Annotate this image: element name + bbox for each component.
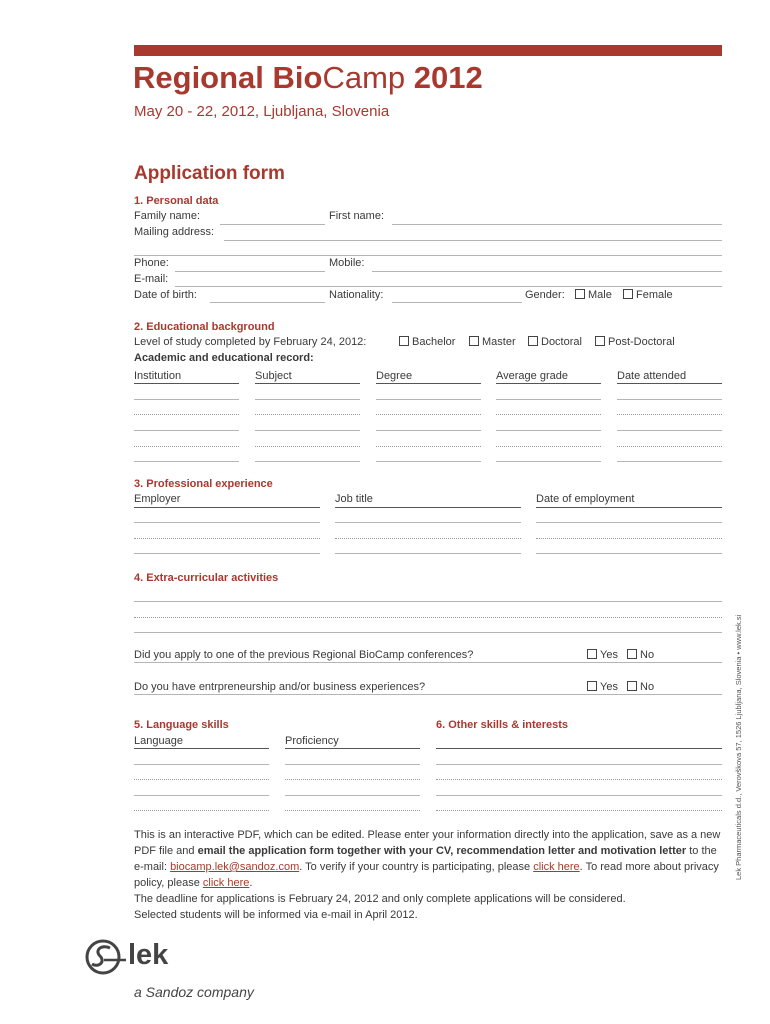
rule: [134, 694, 722, 695]
rule: [335, 507, 521, 508]
dob-label: Date of birth:: [134, 289, 197, 301]
section-education: 2. Educational background: [134, 321, 275, 333]
edu-cell[interactable]: [617, 446, 722, 447]
option-bachelor[interactable]: Bachelor: [399, 336, 455, 348]
edu-cell[interactable]: [134, 461, 239, 462]
section-other-skills: 6. Other skills & interests: [436, 719, 569, 731]
post-doctoral-checkbox[interactable]: [595, 336, 605, 346]
deadline-text: The deadline for applications is February 24, 2012 and only complete applications will be considered.: [134, 893, 626, 905]
rule: [255, 383, 360, 384]
edu-cell[interactable]: [496, 414, 601, 415]
rule: [134, 507, 320, 508]
rule: [376, 383, 481, 384]
entrepreneurship-yes[interactable]: Yes: [587, 681, 618, 693]
mailing-address-field[interactable]: [224, 240, 722, 241]
rule: [536, 507, 722, 508]
nationality-label: Nationality:: [329, 289, 384, 301]
edu-cell[interactable]: [255, 446, 360, 447]
language-cell[interactable]: [134, 795, 269, 796]
master-checkbox[interactable]: [469, 336, 479, 346]
phone-field[interactable]: [175, 271, 325, 272]
previous-biocamp-yes[interactable]: Yes: [587, 649, 618, 661]
col-job-title: Job title: [335, 493, 373, 505]
no-checkbox[interactable]: [627, 681, 637, 691]
edu-cell[interactable]: [376, 461, 481, 462]
exp-cell[interactable]: [536, 553, 722, 554]
edu-cell[interactable]: [496, 430, 601, 431]
language-cell[interactable]: [134, 779, 269, 780]
section-language: 5. Language skills: [134, 719, 229, 731]
gender-female-option[interactable]: Female: [623, 289, 673, 301]
academic-record-label: Academic and educational record:: [134, 352, 314, 364]
section-experience: 3. Professional experience: [134, 478, 273, 490]
exp-cell[interactable]: [134, 553, 320, 554]
phone-label: Phone:: [134, 257, 169, 269]
rule: [134, 662, 722, 663]
exp-cell[interactable]: [536, 538, 722, 539]
gender-male-option[interactable]: Male: [575, 289, 612, 301]
female-checkbox[interactable]: [623, 289, 633, 299]
email-field[interactable]: [175, 286, 722, 287]
language-cell[interactable]: [285, 810, 420, 811]
col-subject: Subject: [255, 370, 292, 382]
other-skills-line[interactable]: [436, 810, 722, 811]
nationality-field[interactable]: [392, 302, 522, 303]
top-accent-bar: [134, 45, 722, 56]
col-proficiency: Proficiency: [285, 735, 339, 747]
dob-field[interactable]: [210, 302, 325, 303]
gender-label: Gender:: [525, 289, 565, 301]
section-activities: 4. Extra-curricular activities: [134, 572, 279, 584]
countries-link[interactable]: click here: [533, 861, 580, 873]
bachelor-checkbox[interactable]: [399, 336, 409, 346]
mailing-address-label: Mailing address:: [134, 226, 215, 238]
exp-cell[interactable]: [134, 522, 320, 523]
edu-cell[interactable]: [496, 461, 601, 462]
family-name-field[interactable]: [220, 224, 325, 225]
other-skills-line[interactable]: [436, 795, 722, 796]
edu-cell[interactable]: [617, 461, 722, 462]
col-average-grade: Average grade: [496, 370, 568, 382]
activities-line[interactable]: [134, 632, 722, 633]
edu-cell[interactable]: [376, 414, 481, 415]
lek-logo-icon: [84, 938, 128, 976]
edu-cell[interactable]: [134, 446, 239, 447]
rule: [496, 383, 601, 384]
language-cell[interactable]: [285, 795, 420, 796]
instructions-paragraph: This is an interactive PDF, which can be edited. Please enter your information directly into the application, save as a new PDF file and email the application form together with your CV, recommendation letter and motivation letter to the e-mail: biocamp.lek@sandoz.com. To verify if your country is participating, please click here. To read more about privacy policy, please click here.: [134, 829, 721, 889]
exp-cell[interactable]: [335, 538, 521, 539]
col-institution: Institution: [134, 370, 182, 382]
email-link[interactable]: biocamp.lek@sandoz.com: [170, 861, 300, 873]
form-title: Application form: [134, 163, 285, 184]
privacy-policy-link[interactable]: click here: [202, 877, 250, 889]
edu-cell[interactable]: [376, 446, 481, 447]
edu-cell[interactable]: [617, 399, 722, 400]
edu-cell[interactable]: [617, 430, 722, 431]
company-address: Lek Pharmaceuticals d.d., Verovškova 57, 1526 Ljubljana, Slovenia • www.lek.si: [734, 614, 743, 880]
language-cell[interactable]: [134, 764, 269, 765]
col-degree: Degree: [376, 370, 413, 382]
page-title: Regional BioCamp 2012: [133, 60, 483, 95]
edu-cell[interactable]: [376, 399, 481, 400]
first-name-field[interactable]: [392, 224, 722, 225]
rule: [617, 383, 722, 384]
edu-cell[interactable]: [496, 399, 601, 400]
rule: [134, 748, 269, 749]
other-skills-line[interactable]: [436, 764, 722, 765]
edu-cell[interactable]: [617, 414, 722, 415]
language-cell[interactable]: [285, 779, 420, 780]
language-cell[interactable]: [134, 810, 269, 811]
male-checkbox[interactable]: [575, 289, 585, 299]
entrepreneurship-no[interactable]: No: [627, 681, 654, 693]
level-of-study-label: Level of study completed by February 24, 2012:: [134, 336, 367, 348]
option-doctoral[interactable]: Doctoral: [528, 336, 582, 348]
doctoral-checkbox[interactable]: [528, 336, 538, 346]
rule: [436, 748, 722, 749]
no-checkbox[interactable]: [627, 649, 637, 659]
logo-tagline: a Sandoz company: [134, 984, 254, 1000]
other-skills-line[interactable]: [436, 779, 722, 780]
instructions-text: [134, 827, 724, 923]
first-name-label: First name:: [329, 210, 385, 222]
edu-cell[interactable]: [134, 414, 239, 415]
logo-wordmark: lek: [128, 939, 169, 971]
yes-checkbox[interactable]: [587, 681, 597, 691]
col-language: Language: [134, 735, 183, 747]
edu-cell[interactable]: [255, 430, 360, 431]
mailing-address-field-2[interactable]: [134, 255, 722, 256]
previous-biocamp-no[interactable]: No: [627, 649, 654, 661]
option-master[interactable]: Master: [469, 336, 516, 348]
edu-cell[interactable]: [376, 430, 481, 431]
notification-text: Selected students will be informed via e-mail in April 2012.: [134, 909, 418, 921]
section-personal-data: 1. Personal data: [134, 195, 219, 207]
edu-cell[interactable]: [134, 399, 239, 400]
exp-cell[interactable]: [335, 522, 521, 523]
language-cell[interactable]: [285, 764, 420, 765]
mobile-label: Mobile:: [329, 257, 365, 269]
rule: [285, 748, 420, 749]
question-previous-biocamp: Did you apply to one of the previous Regional BioCamp conferences?: [134, 649, 474, 661]
activities-line[interactable]: [134, 601, 722, 602]
col-date-of-employment: Date of employment: [536, 493, 635, 505]
col-employer: Employer: [134, 493, 181, 505]
edu-cell[interactable]: [255, 414, 360, 415]
rule: [134, 383, 239, 384]
edu-cell[interactable]: [255, 461, 360, 462]
activities-line[interactable]: [134, 617, 722, 618]
col-date-attended: Date attended: [617, 370, 687, 382]
option-post-doctoral[interactable]: Post-Doctoral: [595, 336, 675, 348]
edu-cell[interactable]: [255, 399, 360, 400]
yes-checkbox[interactable]: [587, 649, 597, 659]
edu-cell[interactable]: [134, 430, 239, 431]
exp-cell[interactable]: [134, 538, 320, 539]
question-entrepreneurship: Do you have entrpreneurship and/or business experiences?: [134, 681, 426, 693]
mobile-field[interactable]: [372, 271, 722, 272]
family-name-label: Family name:: [134, 210, 201, 222]
email-label: E-mail:: [134, 273, 169, 285]
event-date-location: May 20 - 22, 2012, Ljubljana, Slovenia: [134, 103, 390, 120]
exp-cell[interactable]: [536, 522, 722, 523]
edu-cell[interactable]: [496, 446, 601, 447]
exp-cell[interactable]: [335, 553, 521, 554]
